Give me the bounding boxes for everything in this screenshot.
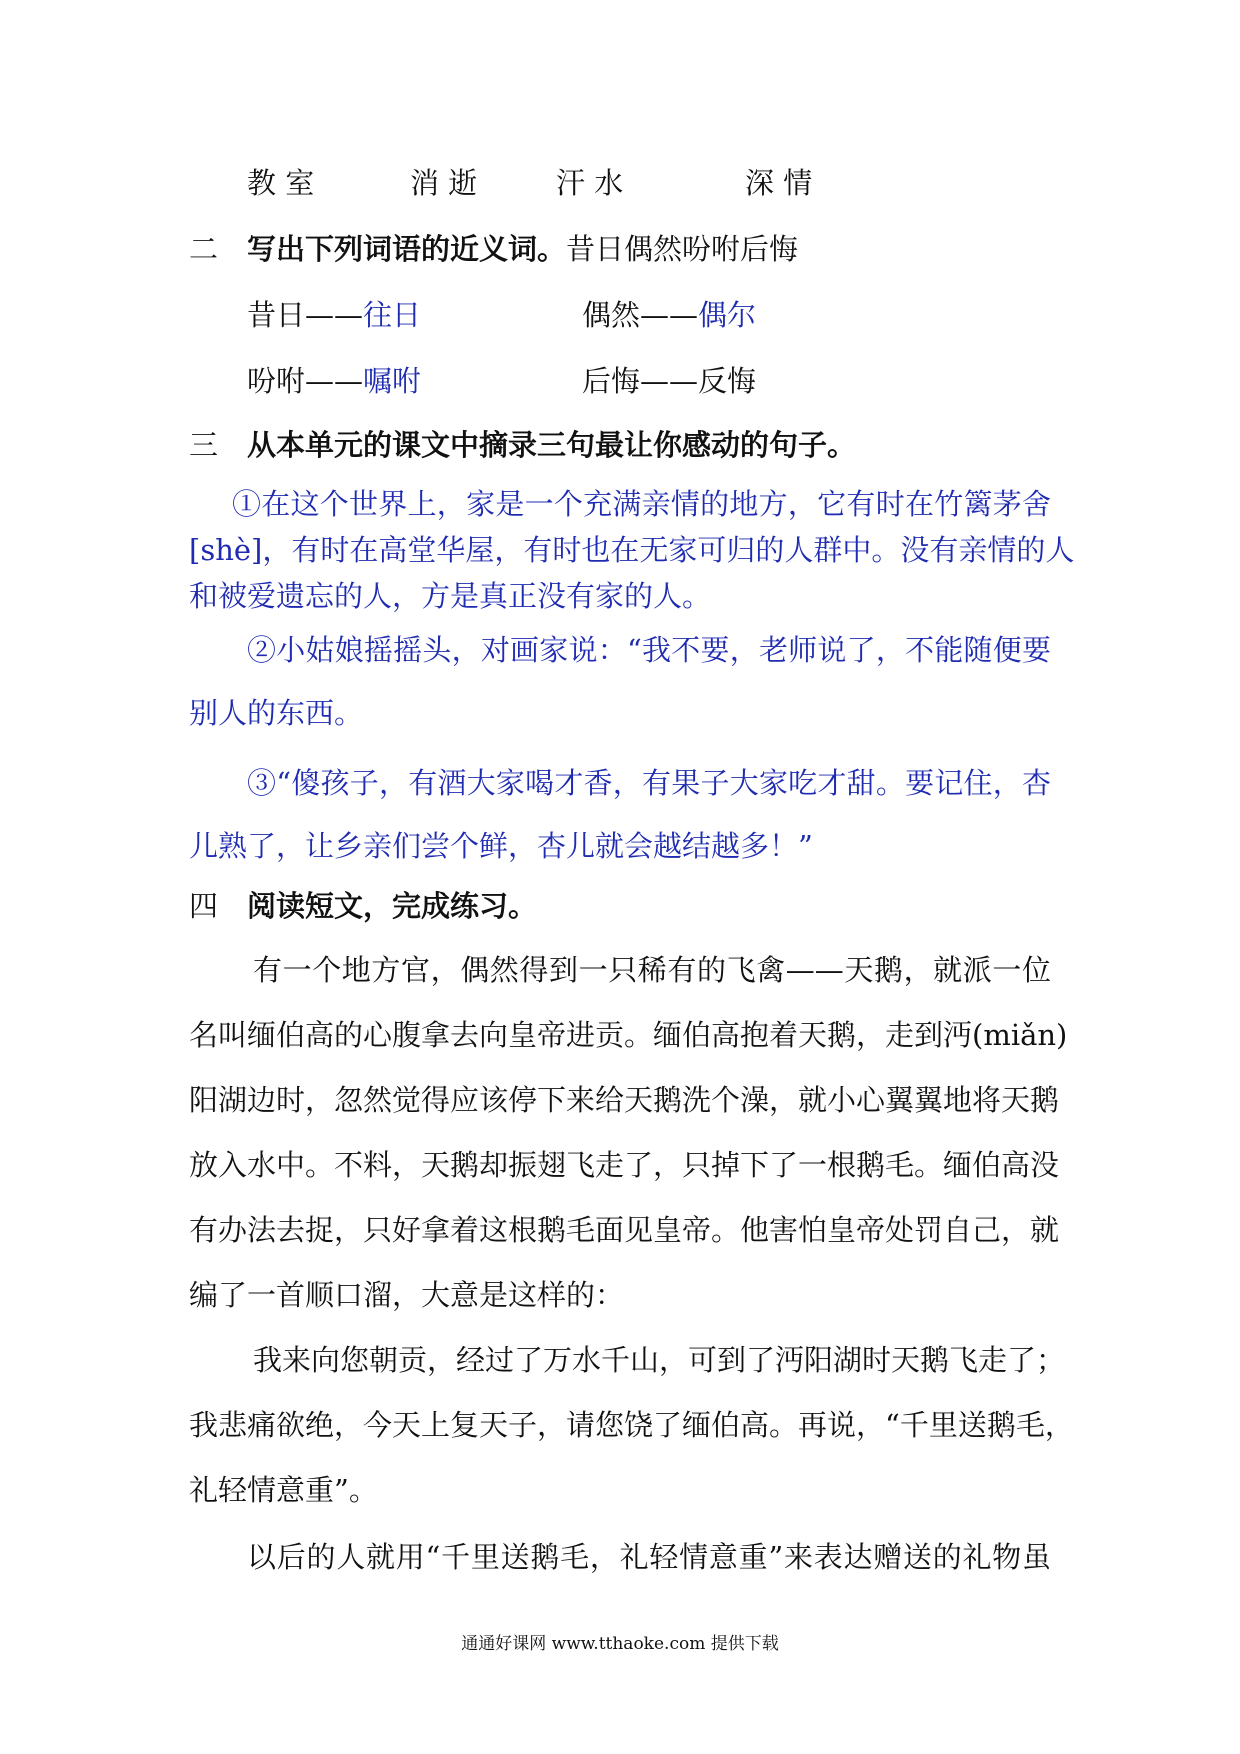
passage-line: 编了一首顺口溜，大意是这样的： [189, 1278, 625, 1312]
passage-line: 有一个地方官，偶然得到一只稀有的飞禽——天鹅，就派一位 [253, 953, 1051, 987]
pair-word: 偶然—— [582, 298, 699, 332]
passage-line: 我来向您朝贡，经过了万水千山，可到了沔阳湖时天鹅飞走了； [253, 1343, 1066, 1377]
quote-line: ③“傻孩子，有酒大家喝才香，有果子大家吃才甜。要记住，杏 [247, 766, 1051, 800]
passage-line: 阳湖边时，忽然觉得应该停下来给天鹅洗个澡，就小心翼翼地将天鹅 [189, 1083, 1060, 1117]
section-number: 二 [189, 232, 219, 266]
word-item: 深 情 [745, 166, 813, 200]
pair-answer: 往日 [363, 298, 422, 332]
section-3-heading [189, 425, 856, 465]
passage-line: 我悲痛欲绝，今天上复天子，请您饶了缅伯高。再说，“千里送鹅毛， [189, 1408, 1074, 1442]
quote-line: [shè]，有时在高堂华屋，有时也在无家可归的人群中。没有亲情的人 [189, 533, 1075, 567]
synonym-pair [582, 361, 756, 401]
quote-line: 和被爱遗忘的人，方是真正没有家的人。 [189, 579, 712, 613]
synonym-pair [247, 295, 421, 335]
passage-line: 有办法去捉，只好拿着这根鹅毛面见皇帝。他害怕皇帝处罚自己，就 [189, 1213, 1060, 1247]
passage-line: 名叫缅伯高的心腹拿去向皇帝进贡。缅伯高抱着天鹅，走到沔(miǎn) [189, 1018, 1068, 1052]
page-footer: 通通好课网 www.tthaoke.com 提供下载 [461, 1634, 779, 1654]
word-item: 教 室 [247, 166, 315, 200]
section-2-heading [189, 229, 798, 269]
quote-line: ②小姑娘摇摇头，对画家说：“我不要，老师说了，不能随便要 [247, 633, 1051, 667]
pair-word: 吩咐—— [247, 364, 364, 398]
section-words: 昔日偶然吩咐后悔 [566, 232, 799, 266]
synonym-pair [582, 295, 756, 335]
pair-word: 后悔——反悔 [582, 364, 757, 398]
synonym-pair [247, 361, 421, 401]
passage-line: 礼轻情意重”。 [189, 1473, 378, 1507]
passage-line: 放入水中。不料，天鹅却振翅飞走了，只掉下了一根鹅毛。缅伯高没 [189, 1148, 1060, 1182]
section-4-heading [189, 886, 537, 926]
section-number: 三 [189, 428, 219, 462]
section-title: 阅读短文，完成练习。 [247, 889, 538, 923]
quote-line: ①在这个世界上，家是一个充满亲情的地方，它有时在竹篱茅舍 [232, 487, 1051, 521]
word-item: 汗 水 [556, 166, 624, 200]
quote-line: 儿熟了，让乡亲们尝个鲜，杏儿就会越结越多！” [189, 829, 813, 863]
quote-line: 别人的东西。 [189, 696, 364, 730]
section-number: 四 [189, 889, 219, 923]
pair-word: 昔日—— [247, 298, 364, 332]
pair-answer: 嘱咐 [363, 364, 422, 398]
section-title: 写出下列词语的近义词。 [247, 232, 567, 266]
pair-answer: 偶尔 [698, 298, 757, 332]
word-item: 消 逝 [410, 166, 478, 200]
section-title: 从本单元的课文中摘录三句最让你感动的句子。 [247, 428, 857, 462]
passage-line: 以后的人就用“千里送鹅毛，礼轻情意重”来表达赠送的礼物虽 [247, 1540, 1051, 1574]
